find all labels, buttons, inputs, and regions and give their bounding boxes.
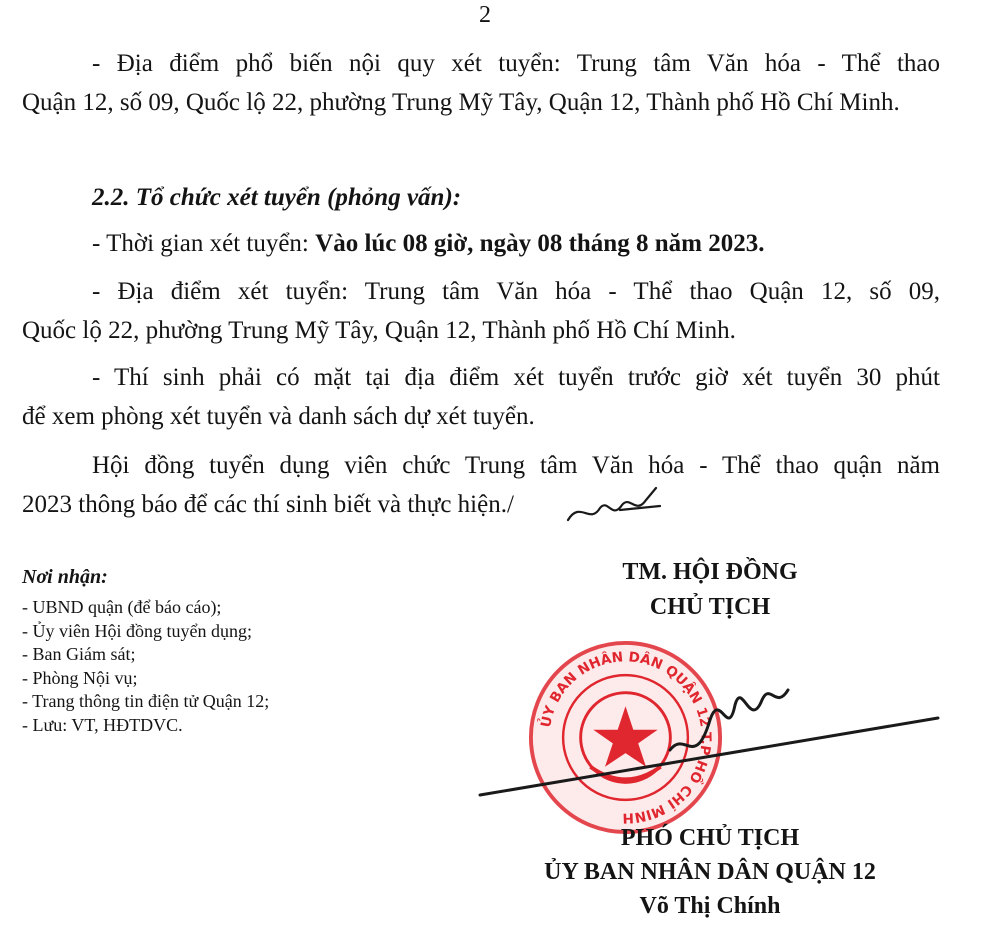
paragraph-first-line: - Địa điểm phổ biến nội quy xét tuyển: Trung tâm Văn hóa - Thể thao — [92, 50, 940, 77]
page-number: 2 — [479, 2, 491, 28]
section-heading: 2.2. Tổ chức xét tuyển (phỏng vấn): — [92, 184, 462, 211]
signature-position: PHÓ CHỦ TỊCH — [620, 825, 800, 851]
time-line — [92, 224, 764, 263]
signature-on-behalf: TM. HỘI ĐỒNG — [622, 559, 798, 585]
signature-scribble — [470, 660, 950, 810]
seal-text: ỦY BAN NHÂN DÂN QUẬN 12 T.P HỒ CHÍ MINH — [538, 649, 714, 826]
initial-signature-mark — [560, 480, 670, 530]
paragraph-first-line: Hội đồng tuyển dụng viên chức Trung tâm Văn hóa - Thể thao quận năm — [92, 452, 940, 479]
paragraph-venue-interview — [22, 272, 940, 350]
paragraph-rest: 2023 thông báo để các thí sinh biết và thực hiện./ — [22, 491, 514, 518]
paragraph-arrival — [22, 358, 940, 436]
paragraph-rest: Quận 12, số 09, Quốc lộ 22, phường Trung Mỹ Tây, Quận 12, Thành phố Hồ Chí Minh. — [22, 89, 900, 116]
list-item: - Lưu: VT, HĐTDVC. — [22, 714, 183, 735]
list-item: - UBND quận (để báo cáo); — [22, 597, 222, 617]
paragraph-first-line: - Thí sinh phải có mặt tại địa điểm xét tuyển trước giờ xét tuyển 30 phút — [92, 364, 940, 391]
paragraph-venue-briefing — [22, 44, 940, 122]
paragraph-closing — [22, 446, 940, 524]
list-item: - Trang thông tin điện tử Quận 12; — [22, 691, 270, 711]
paragraph-rest: Quốc lộ 22, phường Trung Mỹ Tây, Quận 12, Thành phố Hồ Chí Minh. — [22, 317, 736, 344]
list-item: - Ủy viên Hội đồng tuyển dụng; — [22, 620, 252, 641]
signature-role: CHỦ TỊCH — [649, 594, 771, 620]
signature-organization: ỦY BAN NHÂN DÂN QUẬN 12 — [544, 859, 876, 885]
time-label: - Thời gian xét tuyển: — [92, 230, 316, 257]
recipients-title: Nơi nhận: — [22, 566, 108, 588]
list-item: - Ban Giám sát; — [22, 644, 136, 664]
paragraph-rest: để xem phòng xét tuyển và danh sách dự xét tuyển. — [22, 403, 535, 430]
paragraph-first-line: - Địa điểm xét tuyển: Trung tâm Văn hóa - Thể thao Quận 12, số 09, — [92, 278, 940, 305]
time-value: Vào lúc 08 giờ, ngày 08 tháng 8 năm 2023. — [315, 230, 765, 257]
signature-name: Võ Thị Chính — [639, 893, 781, 919]
recipients-list — [22, 596, 269, 737]
list-item: - Phòng Nội vụ; — [22, 667, 138, 688]
